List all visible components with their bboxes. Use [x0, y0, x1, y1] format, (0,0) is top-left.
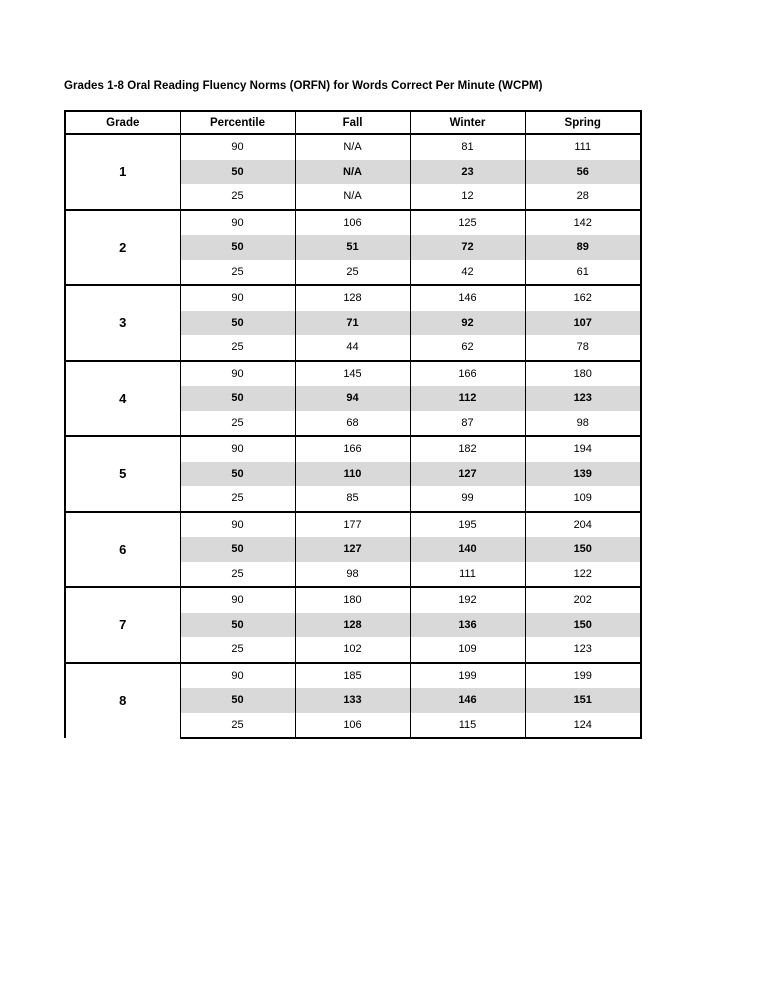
winter-cell: 115	[410, 713, 525, 739]
grade-cell: 2	[65, 210, 180, 286]
fall-cell: N/A	[295, 134, 410, 160]
grade-cell: 1	[65, 134, 180, 210]
percentile-cell: 25	[180, 486, 295, 512]
percentile-cell: 50	[180, 311, 295, 336]
fall-cell: 133	[295, 688, 410, 713]
winter-cell: 127	[410, 462, 525, 487]
fall-cell: 127	[295, 537, 410, 562]
table-row	[65, 285, 641, 311]
fall-cell: 85	[295, 486, 410, 512]
winter-cell: 92	[410, 311, 525, 336]
spring-cell: 162	[525, 285, 641, 311]
percentile-cell: 90	[180, 436, 295, 462]
winter-cell: 136	[410, 613, 525, 638]
spring-cell: 180	[525, 361, 641, 387]
percentile-cell: 25	[180, 411, 295, 437]
grade-cell: 6	[65, 512, 180, 588]
fall-cell: 106	[295, 210, 410, 236]
winter-cell: 182	[410, 436, 525, 462]
winter-cell: 125	[410, 210, 525, 236]
spring-cell: 28	[525, 184, 641, 210]
fall-cell: 68	[295, 411, 410, 437]
spring-cell: 123	[525, 386, 641, 411]
fall-cell: 166	[295, 436, 410, 462]
column-header-winter: Winter	[410, 111, 525, 134]
table-row	[65, 587, 641, 613]
fall-cell: 185	[295, 663, 410, 689]
fall-cell: N/A	[295, 184, 410, 210]
spring-cell: 78	[525, 335, 641, 361]
percentile-cell: 90	[180, 210, 295, 236]
spring-cell: 98	[525, 411, 641, 437]
winter-cell: 166	[410, 361, 525, 387]
grade-cell: 3	[65, 285, 180, 361]
grade-cell: 5	[65, 436, 180, 512]
percentile-cell: 25	[180, 184, 295, 210]
fall-cell: 25	[295, 260, 410, 286]
column-header-grade: Grade	[65, 111, 180, 134]
table-row	[65, 512, 641, 538]
percentile-cell: 50	[180, 537, 295, 562]
winter-cell: 62	[410, 335, 525, 361]
fall-cell: 98	[295, 562, 410, 588]
percentile-cell: 50	[180, 386, 295, 411]
grade-cell: 4	[65, 361, 180, 437]
spring-cell: 123	[525, 637, 641, 663]
spring-cell: 109	[525, 486, 641, 512]
spring-cell: 150	[525, 537, 641, 562]
percentile-cell: 25	[180, 260, 295, 286]
spring-cell: 202	[525, 587, 641, 613]
fall-cell: 44	[295, 335, 410, 361]
winter-cell: 195	[410, 512, 525, 538]
percentile-cell: 50	[180, 235, 295, 260]
fall-cell: 94	[295, 386, 410, 411]
winter-cell: 146	[410, 285, 525, 311]
fall-cell: 110	[295, 462, 410, 487]
spring-cell: 124	[525, 713, 641, 739]
winter-cell: 140	[410, 537, 525, 562]
fall-cell: 180	[295, 587, 410, 613]
spring-cell: 151	[525, 688, 641, 713]
spring-cell: 199	[525, 663, 641, 689]
table-row	[65, 134, 641, 160]
spring-cell: 107	[525, 311, 641, 336]
table-row	[65, 210, 641, 236]
fall-cell: 128	[295, 613, 410, 638]
fall-cell: 106	[295, 713, 410, 739]
percentile-cell: 90	[180, 285, 295, 311]
fall-cell: 145	[295, 361, 410, 387]
winter-cell: 81	[410, 134, 525, 160]
percentile-cell: 90	[180, 663, 295, 689]
spring-cell: 142	[525, 210, 641, 236]
fall-cell: N/A	[295, 160, 410, 185]
winter-cell: 199	[410, 663, 525, 689]
percentile-cell: 50	[180, 613, 295, 638]
header-row	[65, 111, 641, 134]
fall-cell: 102	[295, 637, 410, 663]
spring-cell: 204	[525, 512, 641, 538]
column-header-percentile: Percentile	[180, 111, 295, 134]
spring-cell: 122	[525, 562, 641, 588]
table-row	[65, 663, 641, 689]
spring-cell: 61	[525, 260, 641, 286]
fall-cell: 71	[295, 311, 410, 336]
fall-cell: 51	[295, 235, 410, 260]
column-header-spring: Spring	[525, 111, 641, 134]
spring-cell: 111	[525, 134, 641, 160]
grade-cell: 8	[65, 663, 180, 739]
winter-cell: 42	[410, 260, 525, 286]
winter-cell: 12	[410, 184, 525, 210]
winter-cell: 99	[410, 486, 525, 512]
percentile-cell: 25	[180, 713, 295, 739]
spring-cell: 150	[525, 613, 641, 638]
percentile-cell: 50	[180, 160, 295, 185]
spring-cell: 139	[525, 462, 641, 487]
table-row	[65, 361, 641, 387]
percentile-cell: 90	[180, 134, 295, 160]
winter-cell: 192	[410, 587, 525, 613]
fall-cell: 177	[295, 512, 410, 538]
winter-cell: 112	[410, 386, 525, 411]
percentile-cell: 90	[180, 587, 295, 613]
fall-cell: 128	[295, 285, 410, 311]
winter-cell: 146	[410, 688, 525, 713]
percentile-cell: 90	[180, 512, 295, 538]
percentile-cell: 25	[180, 562, 295, 588]
spring-cell: 56	[525, 160, 641, 185]
percentile-cell: 50	[180, 462, 295, 487]
winter-cell: 109	[410, 637, 525, 663]
table-body	[65, 134, 641, 738]
percentile-cell: 25	[180, 637, 295, 663]
spring-cell: 194	[525, 436, 641, 462]
oral-reading-fluency-norms-table	[64, 110, 642, 739]
percentile-cell: 25	[180, 335, 295, 361]
percentile-cell: 50	[180, 688, 295, 713]
spring-cell: 89	[525, 235, 641, 260]
grade-cell: 7	[65, 587, 180, 663]
winter-cell: 87	[410, 411, 525, 437]
winter-cell: 111	[410, 562, 525, 588]
winter-cell: 23	[410, 160, 525, 185]
winter-cell: 72	[410, 235, 525, 260]
table-header	[65, 111, 641, 134]
page-title: Grades 1-8 Oral Reading Fluency Norms (ORFN) for Words Correct Per Minute (WCPM)	[64, 80, 543, 92]
column-header-fall: Fall	[295, 111, 410, 134]
percentile-cell: 90	[180, 361, 295, 387]
table-row	[65, 436, 641, 462]
